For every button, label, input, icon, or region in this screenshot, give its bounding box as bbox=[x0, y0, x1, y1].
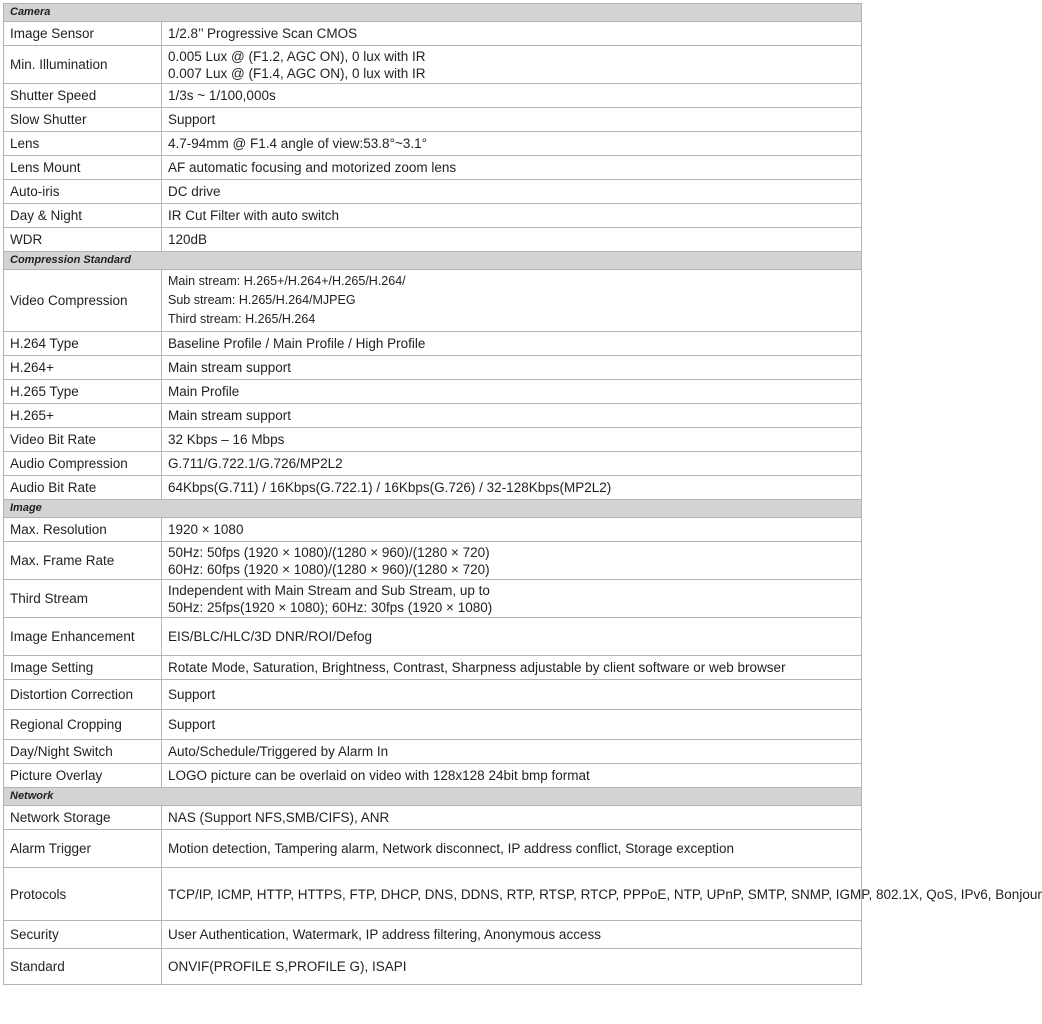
spec-row-day-night-switch bbox=[4, 740, 862, 764]
spec-label: Max. Resolution bbox=[4, 518, 162, 542]
spec-value-line: G.711/G.722.1/G.726/MP2L2 bbox=[168, 456, 343, 471]
spec-value-line: ONVIF(PROFILE S,PROFILE G), ISAPI bbox=[168, 959, 407, 974]
spec-value bbox=[162, 404, 862, 428]
spec-value bbox=[162, 656, 862, 680]
spec-value bbox=[162, 228, 862, 252]
spec-row-day-night bbox=[4, 204, 862, 228]
spec-label: Distortion Correction bbox=[4, 680, 162, 710]
spec-row-slow-shutter bbox=[4, 108, 862, 132]
spec-value bbox=[162, 156, 862, 180]
spec-label: Max. Frame Rate bbox=[4, 542, 162, 580]
spec-value bbox=[162, 921, 862, 949]
spec-value bbox=[162, 806, 862, 830]
spec-label: Image Enhancement bbox=[4, 618, 162, 656]
spec-value bbox=[162, 332, 862, 356]
spec-label: Audio Compression bbox=[4, 452, 162, 476]
spec-label: H.265 Type bbox=[4, 380, 162, 404]
spec-value bbox=[162, 204, 862, 228]
spec-row-protocols bbox=[4, 868, 862, 921]
spec-label: Day & Night bbox=[4, 204, 162, 228]
spec-row-image-sensor bbox=[4, 22, 862, 46]
spec-label: Security bbox=[4, 921, 162, 949]
spec-value bbox=[162, 22, 862, 46]
spec-value-line: 1/3s ~ 1/100,000s bbox=[168, 88, 276, 103]
spec-label: Regional Cropping bbox=[4, 710, 162, 740]
spec-value-line: 32 Kbps – 16 Mbps bbox=[168, 432, 285, 447]
spec-label: Min. Illumination bbox=[4, 46, 162, 84]
spec-label: H.264+ bbox=[4, 356, 162, 380]
spec-row-audio-compression bbox=[4, 452, 862, 476]
spec-row-image-enhancement bbox=[4, 618, 862, 656]
spec-value bbox=[162, 830, 862, 868]
section-title: Compression Standard bbox=[4, 252, 862, 270]
spec-value-line: Support bbox=[168, 112, 216, 127]
spec-row-audio-bit-rate bbox=[4, 476, 862, 500]
spec-value-line: 1/2.8’’ Progressive Scan CMOS bbox=[168, 26, 358, 41]
spec-value bbox=[162, 380, 862, 404]
section-header-network bbox=[4, 788, 862, 806]
spec-row-distortion-correction bbox=[4, 680, 862, 710]
spec-value-line: DC drive bbox=[168, 184, 221, 199]
spec-label: H.264 Type bbox=[4, 332, 162, 356]
spec-row-third-stream bbox=[4, 580, 862, 618]
spec-value bbox=[162, 356, 862, 380]
spec-label: Standard bbox=[4, 949, 162, 985]
spec-value-line: Independent with Main Stream and Sub Stream, up to bbox=[168, 582, 490, 598]
spec-value bbox=[162, 868, 1042, 921]
spec-value-line: 64Kbps(G.711) / 16Kbps(G.722.1) / 16Kbps(G.726) / 32-128Kbps(MP2L2) bbox=[168, 480, 612, 495]
spec-value-line: Main stream: H.265+/H.264+/H.265/H.264/ bbox=[168, 274, 406, 288]
spec-row-security bbox=[4, 921, 862, 949]
spec-value-line: 0.007 Lux @ (F1.4, AGC ON), 0 lux with IR bbox=[168, 65, 426, 81]
spec-value-line: 0.005 Lux @ (F1.2, AGC ON), 0 lux with IR bbox=[168, 48, 426, 64]
spec-row-lens-mount bbox=[4, 156, 862, 180]
spec-label: Auto-iris bbox=[4, 180, 162, 204]
spec-row-video-bit-rate bbox=[4, 428, 862, 452]
spec-label: Picture Overlay bbox=[4, 764, 162, 788]
spec-row-video-compression bbox=[4, 270, 862, 332]
spec-value bbox=[162, 132, 862, 156]
spec-label: Audio Bit Rate bbox=[4, 476, 162, 500]
spec-value-line: Auto/Schedule/Triggered by Alarm In bbox=[168, 744, 389, 759]
spec-value-line: Baseline Profile / Main Profile / High Profile bbox=[168, 336, 426, 351]
section-title: Camera bbox=[4, 4, 862, 22]
spec-value-line: Rotate Mode, Saturation, Brightness, Contrast, Sharpness adjustable by client software or web browser bbox=[168, 660, 786, 675]
spec-value-line: Support bbox=[168, 717, 216, 732]
spec-value bbox=[162, 84, 862, 108]
spec-value bbox=[162, 680, 862, 710]
spec-label: Day/Night Switch bbox=[4, 740, 162, 764]
spec-value-line: 1920 × 1080 bbox=[168, 522, 244, 537]
section-title: Network bbox=[4, 788, 862, 806]
spec-label: Lens Mount bbox=[4, 156, 162, 180]
spec-value-line: AF automatic focusing and motorized zoom lens bbox=[168, 160, 457, 175]
spec-value bbox=[162, 270, 862, 332]
spec-label: Protocols bbox=[4, 868, 162, 921]
spec-value-line: LOGO picture can be overlaid on video with 128x128 24bit bmp format bbox=[168, 768, 590, 783]
spec-row-shutter-speed bbox=[4, 84, 862, 108]
spec-value bbox=[162, 949, 862, 985]
spec-value bbox=[162, 580, 862, 618]
spec-value-line: Third stream: H.265/H.264 bbox=[168, 312, 316, 326]
spec-row-lens bbox=[4, 132, 862, 156]
spec-row-max-frame-rate bbox=[4, 542, 862, 580]
spec-row-alarm-trigger bbox=[4, 830, 862, 868]
spec-label: Image Setting bbox=[4, 656, 162, 680]
spec-value bbox=[162, 108, 862, 132]
spec-row-h-264-type bbox=[4, 332, 862, 356]
spec-row-auto-iris bbox=[4, 180, 862, 204]
spec-label: Shutter Speed bbox=[4, 84, 162, 108]
spec-row-max-resolution bbox=[4, 518, 862, 542]
section-title: Image bbox=[4, 500, 862, 518]
spec-label: Network Storage bbox=[4, 806, 162, 830]
spec-table bbox=[3, 3, 1042, 985]
spec-value-line: 4.7-94mm @ F1.4 angle of view:53.8°~3.1° bbox=[168, 136, 428, 151]
spec-value bbox=[162, 618, 862, 656]
spec-label: Lens bbox=[4, 132, 162, 156]
spec-row-h-265 bbox=[4, 404, 862, 428]
spec-row-picture-overlay bbox=[4, 764, 862, 788]
spec-row-standard bbox=[4, 949, 862, 985]
spec-value bbox=[162, 764, 862, 788]
section-header-image bbox=[4, 500, 862, 518]
spec-value-line: Sub stream: H.265/H.264/MJPEG bbox=[168, 293, 356, 307]
spec-row-h-265-type bbox=[4, 380, 862, 404]
spec-value-line: 120dB bbox=[168, 232, 208, 247]
spec-value-line: Main stream support bbox=[168, 408, 292, 423]
spec-label: Video Compression bbox=[4, 270, 162, 332]
spec-row-regional-cropping bbox=[4, 710, 862, 740]
spec-label: Video Bit Rate bbox=[4, 428, 162, 452]
spec-value bbox=[162, 46, 862, 84]
spec-value bbox=[162, 428, 862, 452]
spec-label: Third Stream bbox=[4, 580, 162, 618]
spec-value-line: Motion detection, Tampering alarm, Network disconnect, IP address conflict, Storage exception bbox=[168, 841, 735, 856]
section-header-camera bbox=[4, 4, 862, 22]
spec-label: WDR bbox=[4, 228, 162, 252]
spec-value-line: Main Profile bbox=[168, 384, 240, 399]
spec-label: Slow Shutter bbox=[4, 108, 162, 132]
spec-value bbox=[162, 452, 862, 476]
spec-row-network-storage bbox=[4, 806, 862, 830]
spec-value bbox=[162, 710, 862, 740]
spec-row-h-264 bbox=[4, 356, 862, 380]
spec-value-line: User Authentication, Watermark, IP address filtering, Anonymous access bbox=[168, 927, 601, 942]
spec-value-line: IR Cut Filter with auto switch bbox=[168, 208, 340, 223]
spec-value-line: NAS (Support NFS,SMB/CIFS), ANR bbox=[168, 810, 390, 825]
section-header-compression-standard bbox=[4, 252, 862, 270]
spec-value bbox=[162, 518, 862, 542]
spec-value-line: EIS/BLC/HLC/3D DNR/ROI/Defog bbox=[168, 629, 373, 644]
spec-value bbox=[162, 476, 862, 500]
spec-value-line: 50Hz: 50fps (1920 × 1080)/(1280 × 960)/(1280 × 720) bbox=[168, 544, 490, 560]
spec-value bbox=[162, 542, 862, 580]
spec-row-min-illumination bbox=[4, 46, 862, 84]
spec-value-line: Support bbox=[168, 687, 216, 702]
spec-label: H.265+ bbox=[4, 404, 162, 428]
spec-label: Alarm Trigger bbox=[4, 830, 162, 868]
spec-value-line: Main stream support bbox=[168, 360, 292, 375]
spec-value-line: TCP/IP, ICMP, HTTP, HTTPS, FTP, DHCP, DNS, DDNS, RTP, RTSP, RTCP, PPPoE, NTP, UPnP, SMTP, SNMP, IGMP, 802.1X, QoS, IPv6, Bonjour bbox=[168, 886, 1042, 902]
spec-value-line: 60Hz: 60fps (1920 × 1080)/(1280 × 960)/(1280 × 720) bbox=[168, 561, 490, 577]
spec-value bbox=[162, 740, 862, 764]
spec-row-image-setting bbox=[4, 656, 862, 680]
spec-label: Image Sensor bbox=[4, 22, 162, 46]
spec-value bbox=[162, 180, 862, 204]
spec-row-wdr bbox=[4, 228, 862, 252]
spec-value-line: 50Hz: 25fps(1920 × 1080); 60Hz: 30fps (1920 × 1080) bbox=[168, 599, 493, 615]
